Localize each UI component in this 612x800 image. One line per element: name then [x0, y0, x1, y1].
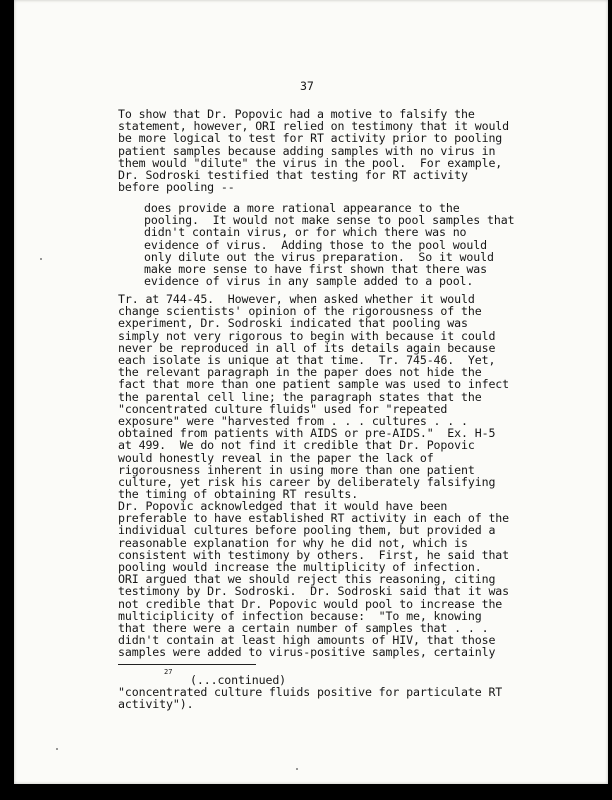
scan-speck	[56, 748, 58, 750]
scan-speck	[296, 768, 298, 770]
footnote-continued-label: (...continued)	[190, 673, 287, 687]
footnote-separator	[118, 664, 256, 665]
paragraph-motive-testimony: To show that Dr. Popovic had a motive to falsify the statement, however, ORI relied on testimony that it would be more logical to test for RT activity prior to pooling patient samples because adding samples with no virus in them would "dilute" the virus in the pool. For example, Dr. Sodroski testified that testing for RT activity before pooling --	[118, 107, 510, 195]
paragraph-popovic-acknowledged: Dr. Popovic acknowledged that it would have been preferable to have established RT activity in each of the individual cultures before pooling them, but provided a reasonable explanation for why he did not, which is consistent with testimony by others. First, he said that pooling would increase the multiplicity of infection. ORI argued that we should reject this reasoning, citing testimony by Dr. Sodroski. Dr. Sodroski said that it was not credible that Dr. Popovic would pool to increase the multiciplicity of infection because: "To me, knowing that there were a certain number of samples that . . . didn't contain at least high amounts of HIV, that those samples were added to virus-positive samples, certainly	[118, 499, 510, 660]
footnote-marker: 27	[164, 668, 173, 676]
footnote-text: "concentrated culture fluids positive for particulate RT activity").	[118, 685, 503, 712]
scan-speck	[40, 258, 42, 260]
block-quote-sodroski: does provide a more rational appearance to the pooling. It would not make sense to pool samples that didn't contain virus, or for which there was no evidence of virus. Adding those to the pool would only dilute out the virus preparation. So it would make more sense to have first shown that there was evidence of virus in any sample added to a pool.	[144, 201, 515, 289]
page-number: 37	[300, 79, 314, 93]
document-page	[14, 0, 608, 784]
paragraph-rigorousness: Tr. at 744-45. However, when asked whether it would change scientists' opinion of the rigorousness of the experiment, Dr. Sodroski indicated that pooling was simply not very rigorous to begin with because it could never be reproduced in all of its details again because each isolate is unique at that time. Tr. 745-46. Yet, the relevant paragraph in the paper does not hide the fact that more than one patient sample was used to infect the parental cell line; the paragraph states that the "concentrated culture fluids" used for "repeated exposure" were "harvested from . . . cultures . . . obtained from patients with AIDS or pre-AIDS." Ex. H-5 at 499. We do not find it credible that Dr. Popovic would honestly reveal in the paper the lack of rigorousness inherent in using more than one patient culture, yet risk his career by deliberately falsifying the timing of obtaining RT results.	[118, 292, 510, 502]
